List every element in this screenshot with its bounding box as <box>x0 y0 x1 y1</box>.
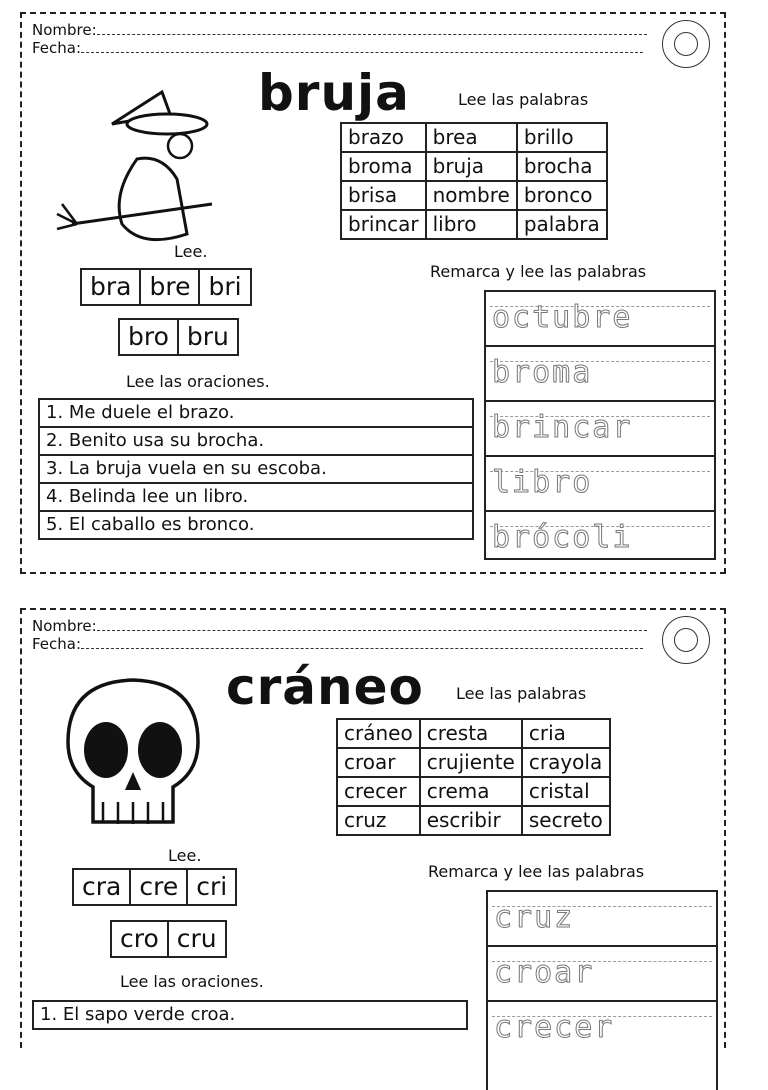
name-field-2 <box>32 618 647 635</box>
worksheet-craneo <box>20 608 726 1048</box>
syllable-row-2: bro bru <box>118 318 239 356</box>
sentence-list-2: 1. El sapo verde croa. <box>32 1000 468 1030</box>
trace-label-2: Remarca y lee las palabras <box>428 862 645 881</box>
date-label-2: Fecha: <box>32 635 82 653</box>
name-label: Nombre: <box>32 21 97 39</box>
trace-box-2: cruz croar crecer <box>486 890 718 1090</box>
read-label-2: Lee. <box>168 846 202 865</box>
date-label: Fecha: <box>32 39 82 57</box>
words-label-2: Lee las palabras <box>456 684 587 703</box>
syllable-row-2-2: cro cru <box>110 920 227 958</box>
sentences-label-2: Lee las oraciones. <box>120 972 264 991</box>
school-seal-icon <box>662 20 710 68</box>
sentence-list: 1. Me duele el brazo. 2. Benito usa su brocha. 3. La bruja vuela en su escoba. 4. Belinda lee un libro. 5. El caballo es bronco. <box>38 398 474 540</box>
sentences-label: Lee las oraciones. <box>126 372 270 391</box>
witch-illustration-icon <box>52 84 222 254</box>
syllable-row-1: bra bre bri <box>80 268 252 306</box>
word-grid-2: cráneo cresta cria croar crujiente crayola crecer crema cristal cruz escribir secreto <box>336 718 611 836</box>
word-grid: brazo brea brillo broma bruja brocha brisa nombre bronco brincar libro palabra <box>340 122 608 240</box>
skull-illustration-icon <box>48 672 218 842</box>
trace-label: Remarca y lee las palabras <box>430 262 647 281</box>
date-field <box>32 40 643 57</box>
worksheet-bruja <box>20 12 726 574</box>
trace-box: octubre broma brincar libro brócoli <box>484 290 716 560</box>
read-label: Lee. <box>174 242 208 261</box>
title-word-2: cráneo <box>226 658 424 716</box>
syllable-row-1-2: cra cre cri <box>72 868 237 906</box>
school-seal-icon-2 <box>662 616 710 664</box>
name-label-2: Nombre: <box>32 617 97 635</box>
words-label: Lee las palabras <box>458 90 589 109</box>
name-field <box>32 22 647 39</box>
date-field-2 <box>32 636 643 653</box>
title-word: bruja <box>258 64 410 122</box>
